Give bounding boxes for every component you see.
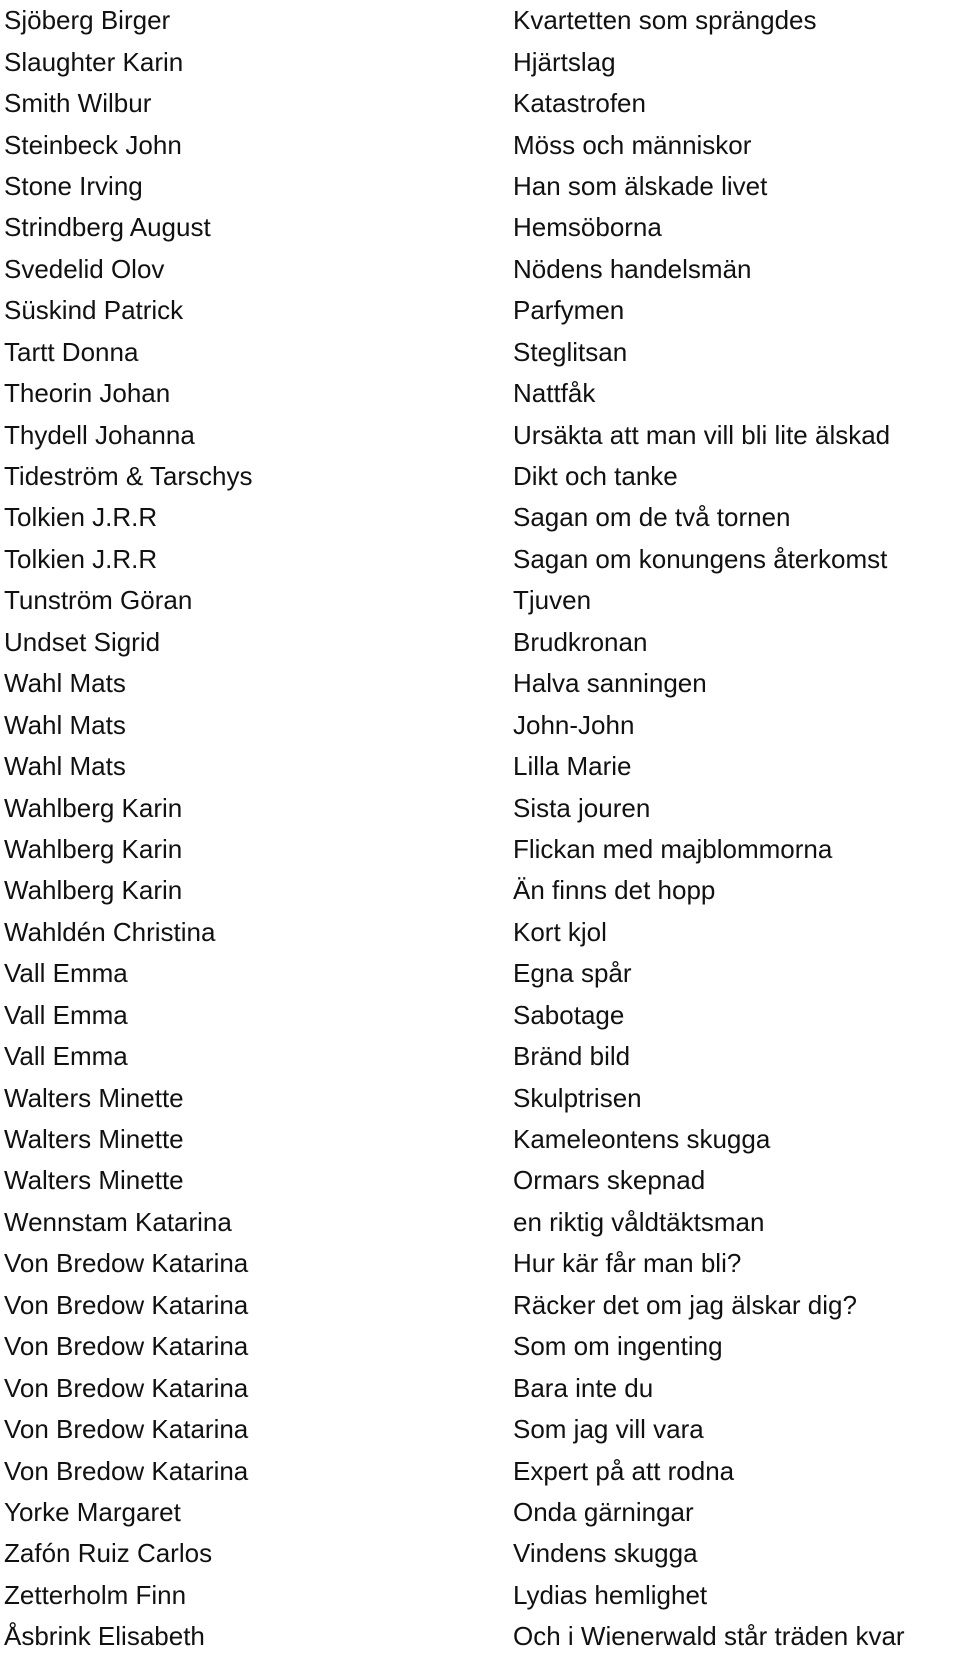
list-item: [0, 1202, 960, 1243]
book-author: Tideström & Tarschys: [4, 461, 253, 492]
list-item: [0, 870, 960, 911]
book-title: Kort kjol: [513, 916, 607, 947]
book-author: Tolkien J.R.R: [4, 543, 158, 574]
book-title: Som jag vill vara: [513, 1414, 704, 1445]
list-item: [0, 414, 960, 455]
book-title: Vindens skugga: [513, 1538, 698, 1569]
list-item: [0, 580, 960, 621]
list-item: [0, 787, 960, 828]
book-title: Ormars skepnad: [513, 1165, 706, 1196]
book-title: Lydias hemlighet: [513, 1579, 708, 1610]
list-item: [0, 1367, 960, 1408]
book-title: Bara inte du: [513, 1372, 654, 1403]
book-title: Han som älskade livet: [513, 170, 768, 201]
book-title: Katastrofen: [513, 88, 646, 119]
list-item: [0, 83, 960, 124]
book-title: Kameleontens skugga: [513, 1124, 771, 1155]
book-author: Walters Minette: [4, 1165, 184, 1196]
book-title: Sagan om de två tornen: [513, 502, 791, 533]
book-title: Som om ingenting: [513, 1331, 723, 1362]
book-title: Tjuven: [513, 585, 592, 616]
book-title: John-John: [513, 709, 635, 740]
book-author: Wahlberg Karin: [4, 833, 183, 864]
book-author: Wennstam Katarina: [4, 1206, 232, 1237]
list-item: [0, 332, 960, 373]
list-item: [0, 1575, 960, 1616]
book-author: Wahlberg Karin: [4, 875, 183, 906]
book-author: Slaughter Karin: [4, 46, 184, 77]
book-author: Zetterholm Finn: [4, 1579, 187, 1610]
book-author: Von Bredow Katarina: [4, 1331, 249, 1362]
book-title: Kvartetten som sprängdes: [513, 5, 817, 36]
book-title: Hemsöborna: [513, 212, 662, 243]
book-author: Yorke Margaret: [4, 1496, 181, 1527]
book-title: Än finns det hopp: [513, 875, 716, 906]
book-author: Stone Irving: [4, 170, 143, 201]
book-author: Sjöberg Birger: [4, 5, 171, 36]
list-item: [0, 663, 960, 704]
book-author: Theorin Johan: [4, 378, 171, 409]
book-title: Egna spår: [513, 958, 632, 989]
book-title: Sabotage: [513, 999, 625, 1030]
book-author: Wahl Mats: [4, 709, 126, 740]
book-title: Flickan med majblommorna: [513, 833, 833, 864]
book-title: Hur kär får man bli?: [513, 1248, 742, 1279]
list-item: [0, 207, 960, 248]
book-author: Walters Minette: [4, 1124, 184, 1155]
book-author: Wahl Mats: [4, 668, 126, 699]
list-item: [0, 1492, 960, 1533]
book-author: Zafón Ruiz Carlos: [4, 1538, 213, 1569]
book-title: Brudkronan: [513, 626, 648, 657]
book-author: Strindberg August: [4, 212, 211, 243]
list-item: [0, 124, 960, 165]
list-item: [0, 1160, 960, 1201]
list-item: [0, 539, 960, 580]
book-author: Von Bredow Katarina: [4, 1372, 249, 1403]
list-item: [0, 746, 960, 787]
list-item: [0, 249, 960, 290]
list-item: [0, 622, 960, 663]
book-title: Lilla Marie: [513, 751, 632, 782]
book-author: Åsbrink Elisabeth: [4, 1621, 205, 1652]
book-title: Möss och människor: [513, 129, 752, 160]
book-author: Tartt Donna: [4, 336, 139, 367]
list-item: [0, 1285, 960, 1326]
book-author: Von Bredow Katarina: [4, 1248, 249, 1279]
book-title: en riktig våldtäktsman: [513, 1206, 765, 1237]
book-title: Nattfåk: [513, 378, 596, 409]
list-item: [0, 912, 960, 953]
book-title: Hjärtslag: [513, 46, 616, 77]
list-item: [0, 166, 960, 207]
book-title: Halva sanningen: [513, 668, 707, 699]
book-title: Sagan om konungens återkomst: [513, 543, 888, 574]
book-author: Thydell Johanna: [4, 419, 195, 450]
book-author: Vall Emma: [4, 958, 128, 989]
book-title: Räcker det om jag älskar dig?: [513, 1289, 857, 1320]
book-title: Ursäkta att man vill bli lite älskad: [513, 419, 891, 450]
list-item: [0, 497, 960, 538]
list-item: [0, 1119, 960, 1160]
book-author: Von Bredow Katarina: [4, 1455, 249, 1486]
book-author: Vall Emma: [4, 1041, 128, 1072]
book-author: Smith Wilbur: [4, 88, 152, 119]
book-author: Tolkien J.R.R: [4, 502, 158, 533]
list-item: [0, 829, 960, 870]
list-item: [0, 1533, 960, 1574]
list-item: [0, 704, 960, 745]
book-title: Bränd bild: [513, 1041, 631, 1072]
book-author: Süskind Patrick: [4, 295, 184, 326]
list-item: [0, 0, 960, 41]
book-title: Och i Wienerwald står träden kvar: [513, 1621, 905, 1652]
book-author: Vall Emma: [4, 999, 128, 1030]
book-author: Steinbeck John: [4, 129, 182, 160]
book-title: Dikt och tanke: [513, 461, 678, 492]
list-item: [0, 995, 960, 1036]
book-title: Skulptrisen: [513, 1082, 642, 1113]
book-author: Tunström Göran: [4, 585, 193, 616]
list-item: [0, 1616, 960, 1657]
book-title: Steglitsan: [513, 336, 628, 367]
list-item: [0, 1409, 960, 1450]
book-author: Svedelid Olov: [4, 253, 165, 284]
list-item: [0, 1077, 960, 1118]
list-item: [0, 953, 960, 994]
list-item: [0, 1243, 960, 1284]
book-title: Nödens handelsmän: [513, 253, 752, 284]
list-item: [0, 1036, 960, 1077]
book-title: Parfymen: [513, 295, 625, 326]
list-item: [0, 1450, 960, 1491]
book-author: Wahlberg Karin: [4, 792, 183, 823]
book-author: Walters Minette: [4, 1082, 184, 1113]
list-item: [0, 290, 960, 331]
book-author: Von Bredow Katarina: [4, 1289, 249, 1320]
book-title: Expert på att rodna: [513, 1455, 735, 1486]
list-item: [0, 373, 960, 414]
book-author: Wahldén Christina: [4, 916, 216, 947]
book-author: Undset Sigrid: [4, 626, 161, 657]
book-author: Wahl Mats: [4, 751, 126, 782]
book-title: Onda gärningar: [513, 1496, 694, 1527]
list-item: [0, 41, 960, 82]
book-author: Von Bredow Katarina: [4, 1414, 249, 1445]
book-title: Sista jouren: [513, 792, 651, 823]
list-item: [0, 456, 960, 497]
list-item: [0, 1326, 960, 1367]
